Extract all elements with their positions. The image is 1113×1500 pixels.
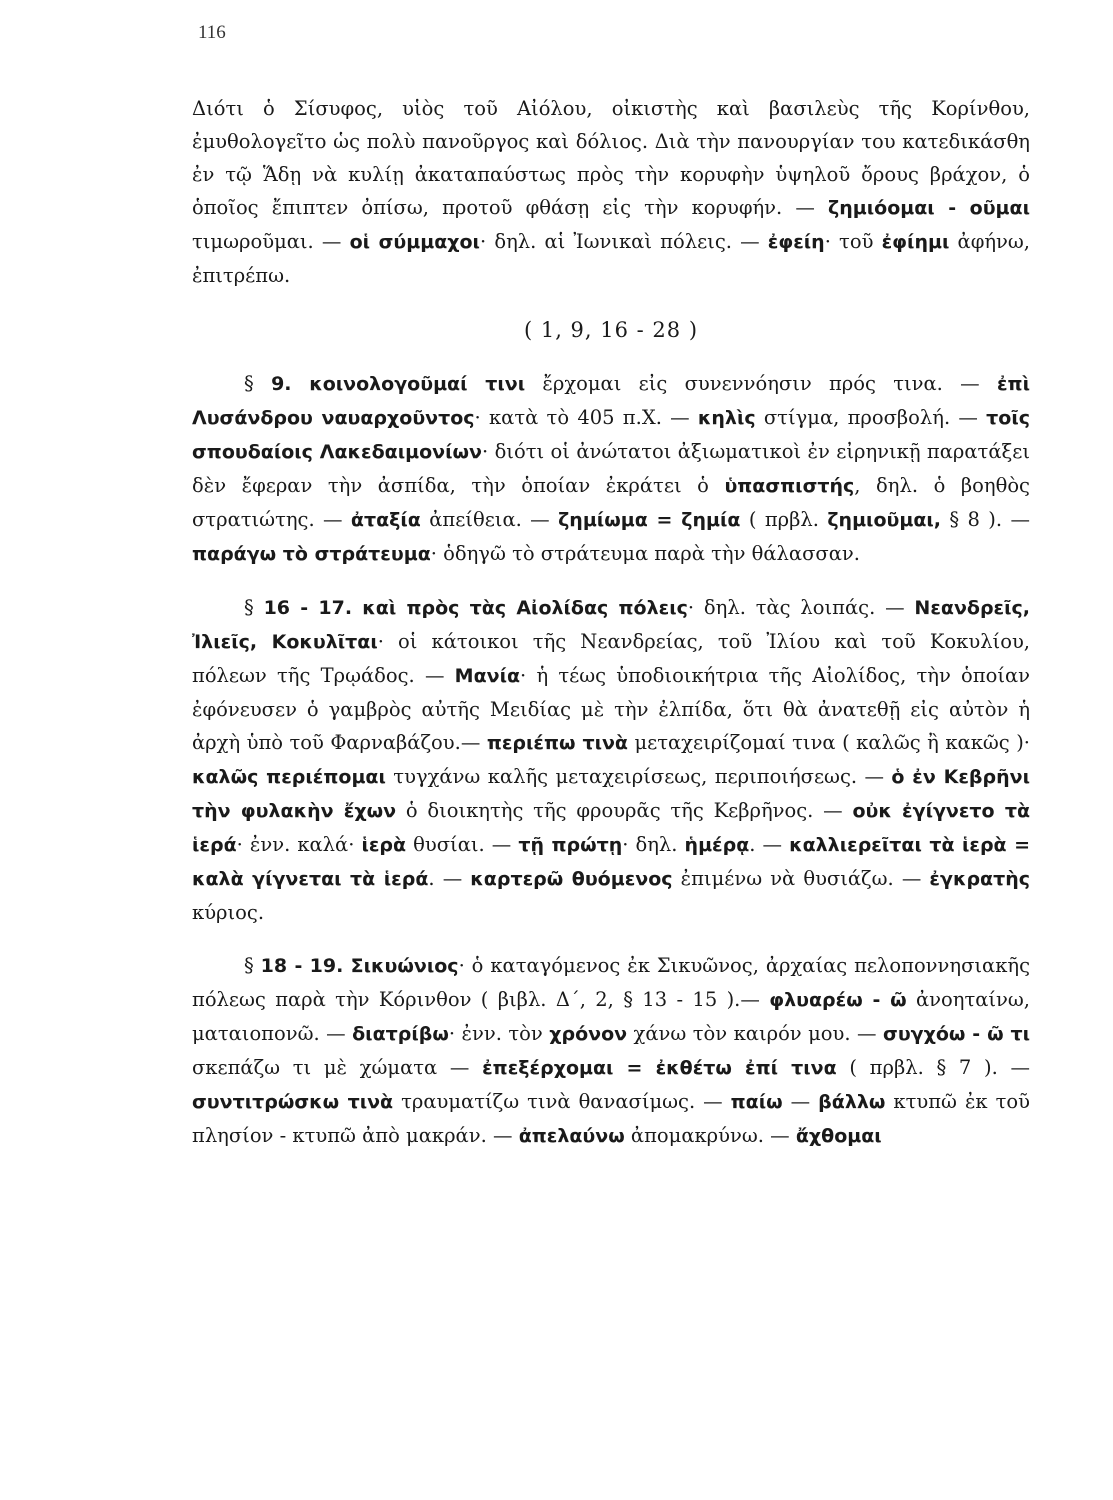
commentary-text (192, 92, 1030, 1153)
chapter-reference: ( 1, 9, 16 - 28 ) (523, 318, 699, 342)
section-9-paragraph: § 9. κοινολογοῦμαί τινι ἔρχομαι εἰς συνεννόησιν πρός τινα. — ἐπὶ Λυσάνδρου ναυαρχοῦντος· κατὰ τὸ 405 π.Χ. — κηλὶς στίγμα, προσβολή. — τοῖς σπουδαίοις Λακεδαιμονίων· διότι οἱ ἀνώτατοι ἀξιωματικοὶ ἐν εἰρηνικῇ παρατάξει δὲν ἔφεραν τὴν ἀσπίδα, τὴν ὁποίαν ἐκράτει ὁ ὑπασπιστής, δηλ. ὁ βοηθὸς στρατιώτης. — ἀταξία ἀπείθεια. — ζημίωμα = ζημία ( πρβλ. ζημιοῦμαι, § 8 ). — παράγω τὸ στράτευμα· ὁδηγῶ τὸ στράτευμα παρὰ τὴν θάλασσαν. (192, 372, 1031, 565)
section-16-17-paragraph: § 16 - 17. καὶ πρὸς τὰς Αἰολίδας πόλεις· δηλ. τὰς λοιπάς. — Νεανδρεῖς, Ἰλιεῖς, Κοκυλῖται· οἱ κάτοικοι τῆς Νεανδρείας, τοῦ Ἰλίου καὶ τοῦ Κοκυλίου, πόλεων τῆς Τρῳάδος. — Μανία· ἡ τέως ὑποδιοικήτρια τῆς Αἰολίδος, τὴν ὁποίαν ἐφόνευσεν ὁ γαμβρὸς αὐτῆς Μειδίας μὲ τὴν ἐλπίδα, ὅτι θὰ ἀνατεθῇ εἰς αὐτὸν ἡ ἀρχὴ ὑπὸ τοῦ Φαρναβάζου.— περιέπω τινὰ μεταχειρίζομαί τινα ( καλῶς ἢ κακῶς )· καλῶς περιέπομαι τυγχάνω καλῆς μεταχειρίσεως, περιποιήσεως. — ὁ ἐν Κεβρῆνι τὴν φυλακὴν ἔχων ὁ διοικητὴς τῆς φρουρᾶς τῆς Κεβρῆνος. — οὐκ ἐγίγνετο τὰ ἱερά· ἐνν. καλά· ἱερὰ θυσίαι. — τῇ πρώτῃ· δηλ. ἡμέρᾳ. — καλλιερεῖται τὰ ἱερὰ = καλὰ γίγνεται τὰ ἱερά. — καρτερῶ θυόμενος ἐπιμένω νὰ θυσιάζω. — ἐγκρατὴς κύριος. (192, 596, 1031, 924)
section-18-19-paragraph: § 18 - 19. Σικυώνιος· ὁ καταγόμενος ἐκ Σικυῶνος, ἀρχαίας πελοποννησιακῆς πόλεως παρὰ τὴν Κόρινθον ( βιβλ. Δ΄, 2, § 13 - 15 ).— φλυαρέω - ῶ ἀνοηταίνω, ματαιοπονῶ. — διατρίβω· ἐνν. τὸν χρόνον χάνω τὸν καιρόν μου. — συγχόω - ῶ τι σκεπάζω τι μὲ χώματα — ἐπεξέρχομαι = ἐκθέτω ἐπί τινα ( πρβλ. § 7 ). — συντιτρώσκω τινὰ τραυματίζω τινὰ θανασίμως. — παίω — βάλλω κτυπῶ ἐκ τοῦ πλησίον - κτυπῶ ἀπὸ μακράν. — ἀπελαύνω ἀπομακρύνω. — ἄχθομαι (192, 954, 1031, 1147)
page-number: 116 (198, 22, 226, 43)
intro-paragraph: Διότι ὁ Σίσυφος, υἱὸς τοῦ Αἰόλου, οἰκιστὴς καὶ βασιλεὺς τῆς Κορίνθου, ἐμυθολογεῖτο ὡς πολὺ πανοῦργος καὶ δόλιος. Διὰ τὴν πανουργίαν του κατεδικάσθη ἐν τῷ Ἅδῃ νὰ κυλίῃ ἀκαταπαύστως πρὸς τὴν κορυφὴν ὑψηλοῦ ὄρους βράχον, ὁ ὁποῖος ἔπιπτεν ὀπίσω, προτοῦ φθάσῃ εἰς τὴν κορυφήν. — ζημιόομαι - οῦμαι τιμωροῦμαι. — οἱ σύμμαχοι· δηλ. αἱ Ἰωνικαὶ πόλεις. — ἐφείη· τοῦ ἐφίημι ἀφήνω, ἐπιτρέπω. (192, 97, 1030, 287)
